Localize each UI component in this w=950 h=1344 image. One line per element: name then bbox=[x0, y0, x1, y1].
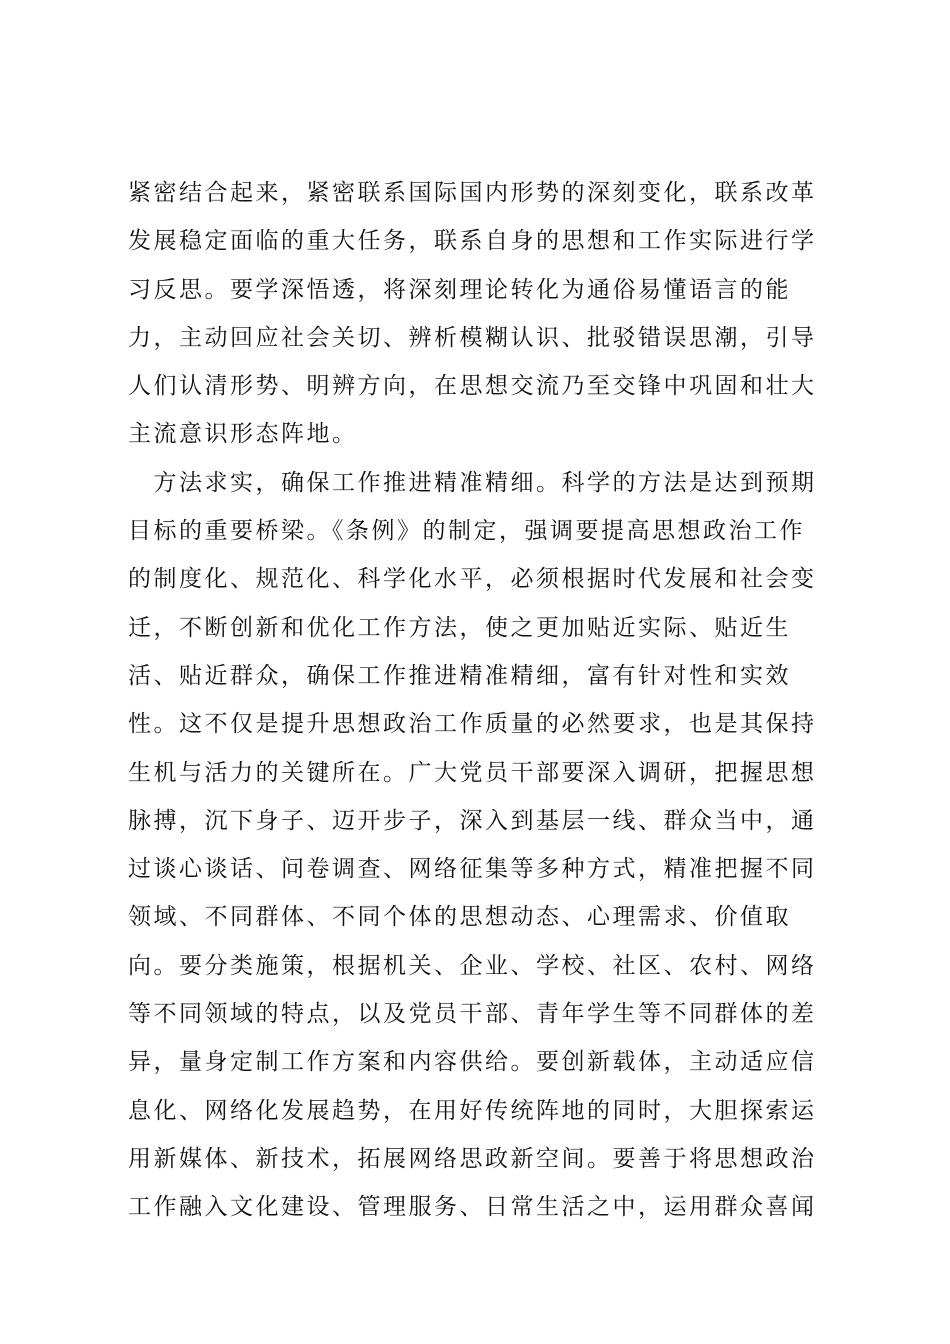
text-line: 向。要分类施策，根据机关、企业、学校、社区、农村、网络 bbox=[128, 952, 817, 979]
paragraph-2 bbox=[128, 459, 828, 1232]
document-page bbox=[128, 169, 828, 1232]
text-line: 过谈心谈话、问卷调查、网络征集等多种方式，精准把握不同 bbox=[128, 856, 817, 883]
text-line: 紧密结合起来，紧密联系国际国内形势的深刻变化，联系改革 bbox=[128, 180, 817, 206]
text-line: 习反思。要学深悟透，将深刻理论转化为通俗易懂语言的能 bbox=[128, 276, 791, 303]
text-line: 人们认清形势、明辨方向，在思想交流乃至交锋中巩固和壮大 bbox=[128, 373, 817, 400]
text-line: 发展稳定面临的重大任务，联系自身的思想和工作实际进行学 bbox=[128, 228, 817, 255]
text-line: 力，主动回应社会关切、辨析模糊认识、批驳错误思潮，引导 bbox=[128, 324, 817, 351]
paragraph-1 bbox=[128, 169, 828, 459]
text-line: 领域、不同群体、不同个体的思想动态、心理需求、价值取 bbox=[128, 904, 791, 931]
text-line: 主流意识形态阵地。 bbox=[128, 421, 358, 448]
text-line: 性。这不仅是提升思想政治工作质量的必然要求，也是其保持 bbox=[128, 711, 817, 738]
text-line: 的制度化、规范化、科学化水平，必须根据时代发展和社会变 bbox=[128, 566, 817, 593]
text-line: 方法求实，确保工作推进精准精细。科学的方法是达到预期 bbox=[128, 469, 817, 496]
text-line: 迁，不断创新和优化工作方法，使之更加贴近实际、贴近生 bbox=[128, 614, 791, 641]
text-line: 脉搏，沉下身子、迈开步子，深入到基层一线、群众当中，通 bbox=[128, 807, 817, 834]
text-line: 等不同领域的特点，以及党员干部、青年学生等不同群体的差 bbox=[128, 1001, 817, 1028]
text-line: 息化、网络化发展趋势，在用好传统阵地的同时，大胆探索运 bbox=[128, 1097, 817, 1124]
text-line: 活、贴近群众，确保工作推进精准精细，富有针对性和实效 bbox=[128, 662, 791, 689]
text-line: 工作融入文化建设、管理服务、日常生活之中，运用群众喜闻 bbox=[128, 1194, 817, 1221]
text-line: 异，量身定制工作方案和内容供给。要创新载体，主动适应信 bbox=[128, 1049, 817, 1076]
text-line: 目标的重要桥梁。《条例》的制定，强调要提高思想政治工作 bbox=[128, 518, 805, 545]
text-line: 用新媒体、新技术，拓展网络思政新空间。要善于将思想政治 bbox=[128, 1145, 817, 1172]
text-line: 生机与活力的关键所在。广大党员干部要深入调研，把握思想 bbox=[128, 759, 817, 786]
